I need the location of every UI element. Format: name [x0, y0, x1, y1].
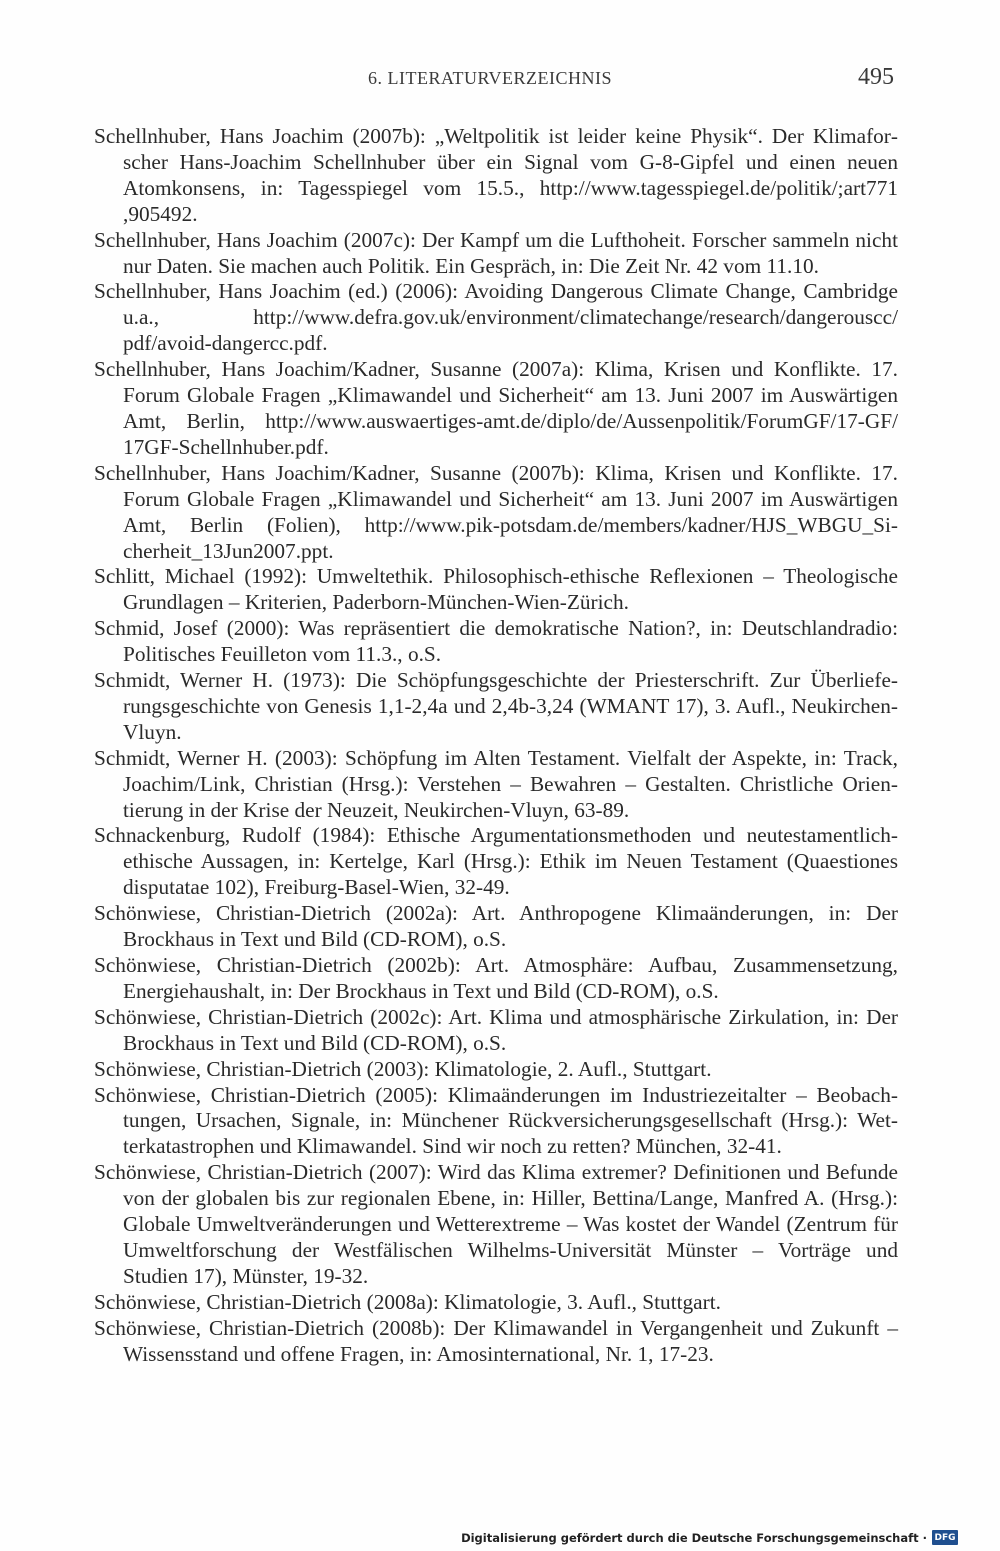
bibliography-entry: Schönwiese, Christian-Dietrich (2002c): Art. Klima und atmosphärische Zirkulation, in: Der Brockhaus in Text und Bild (CD-ROM), o.S.: [94, 1004, 898, 1055]
bibliography-entry: Schlitt, Michael (1992): Umweltethik. Philosophisch-ethische Reflexionen – Theologische Grundlagen – Kriterien, Paderborn-München-Wien-Zürich.: [94, 564, 898, 615]
bibliography-list: [94, 124, 898, 1368]
bibliography-entry: Schönwiese, Christian-Dietrich (2007): Wird das Klima extremer? Definitionen und Befunde von der globalen bis zur regionalen Ebene, in: Hiller, Bettina/Lange, Manfred A. (Hrsg.): Globale Umweltveränderungen und Wetterextreme – Was kostet der Wandel (Zentrum für Umweltforschung der Westfälischen Wilhelms-Universität Münster – Vorträge und Studien 17), Münster, 19-32.: [94, 1160, 898, 1288]
bibliography-entry: Schmid, Josef (2000): Was repräsentiert die demokratische Nation?, in: Deutschlandradio: Politisches Feuilleton vom 11.3., o.S.: [94, 616, 898, 667]
footer-text: Digitalisierung gefördert durch die Deutsche Forschungsgemeinschaft ·: [461, 1530, 927, 1545]
page-number: 495: [858, 64, 894, 90]
bibliography-entry: Schönwiese, Christian-Dietrich (2008b): Der Klimawandel in Vergangenheit und Zukunft – Wissensstand und offene Fragen, in: Amosinternational, Nr. 1, 17-23.: [94, 1315, 898, 1366]
bibliography-entry: Schellnhuber, Hans Joachim (2007b): „Weltpolitik ist leider keine Physik“. Der Klimaforscher Hans-Joachim Schellnhuber über ein Signal vom G-8-Gipfel und einen neuen Atomkonsens, in: Tagesspiegel vom 15.5., http://www.tagesspiegel.de/politik/;art771 ,905492.: [94, 124, 898, 226]
bibliography-entry: Schmidt, Werner H. (1973): Die Schöpfungsgeschichte der Priesterschrift. Zur Überlieferungsgeschichte von Genesis 1,1-2,4a und 2,4b-3,24 (WMANT 17), 3. Aufl., Neukirchen-Vluyn.: [94, 668, 898, 744]
bibliography-entry: Schönwiese, Christian-Dietrich (2008a): Klimatologie, 3. Aufl., Stuttgart.: [94, 1289, 721, 1314]
bibliography-entry: Schönwiese, Christian-Dietrich (2003): Klimatologie, 2. Aufl., Stuttgart.: [94, 1056, 712, 1081]
bibliography-entry: Schmidt, Werner H. (2003): Schöpfung im Alten Testament. Vielfalt der Aspekte, in: Track, Joachim/Link, Christian (Hrsg.): Verstehen – Bewahren – Gestalten. Christliche Orientierung in der Krise der Neuzeit, Neukirchen-Vluyn, 63-89.: [94, 745, 898, 822]
bibliography-entry: Schnackenburg, Rudolf (1984): Ethische Argumentationsmethoden und neutestamentlichethische Aussagen, in: Kertelge, Karl (Hrsg.): Ethik im Neuen Testament (Quaestiones disputatae 102), Freiburg-Basel-Wien, 32-49.: [94, 823, 898, 900]
bibliography-entry: Schönwiese, Christian-Dietrich (2002b): Art. Atmosphäre: Aufbau, Zusammensetzung, Energiehaushalt, in: Der Brockhaus in Text und Bild (CD-ROM), o.S.: [94, 953, 898, 1003]
bibliography-entry: Schönwiese, Christian-Dietrich (2002a): Art. Anthropogene Klimaänderungen, in: Der Brockhaus in Text und Bild (CD-ROM), o.S.: [94, 901, 898, 952]
bibliography-entry: Schellnhuber, Hans Joachim (2007c): Der Kampf um die Lufthoheit. Forscher sammeln nicht nur Daten. Sie machen auch Politik. Ein Gespräch, in: Die Zeit Nr. 42 vom 11.10.: [94, 227, 898, 278]
digitization-footer: [461, 1530, 958, 1545]
bibliography-entry: Schellnhuber, Hans Joachim/Kadner, Susanne (2007b): Klima, Krisen und Konflikte. 17. Forum Globale Fragen „Klimawandel und Sicherheit“ am 13. Juni 2007 im Auswärtigen Amt, Berlin (Folien), http://www.pik-potsdam.de/members/kadner/HJS_WBGU_Sicherheit_13Jun2007.ppt.: [94, 460, 898, 563]
running-head: 6. LITERATURVERZEICHNIS: [368, 68, 613, 88]
bibliography-entry: Schellnhuber, Hans Joachim (ed.) (2006): Avoiding Dangerous Climate Change, Cambridge u.a., http://www.defra.gov.uk/environment/climatechange/research/dangerouscc/ pdf/avoid-dangercc.pdf.: [94, 279, 898, 356]
bibliography-entry: Schönwiese, Christian-Dietrich (2005): Klimaänderungen im Industriezeitalter – Beobachtungen, Ursachen, Signale, in: Münchener Rückversicherungsgesellschaft (Hrsg.): Wetterkatastrophen und Klimawandel. Sind wir noch zu retten? München, 32-41.: [94, 1082, 898, 1159]
dfg-logo: DFG: [932, 1530, 958, 1545]
bibliography-entry: Schellnhuber, Hans Joachim/Kadner, Susanne (2007a): Klima, Krisen und Konflikte. 17. Forum Globale Fragen „Klimawandel und Sicherheit“ am 13. Juni 2007 im Auswärtigen Amt, Berlin, http://www.auswaertiges-amt.de/diplo/de/Aussenpolitik/ForumGF/17-GF/ 17GF-Schellnhuber.pdf.: [94, 357, 898, 459]
